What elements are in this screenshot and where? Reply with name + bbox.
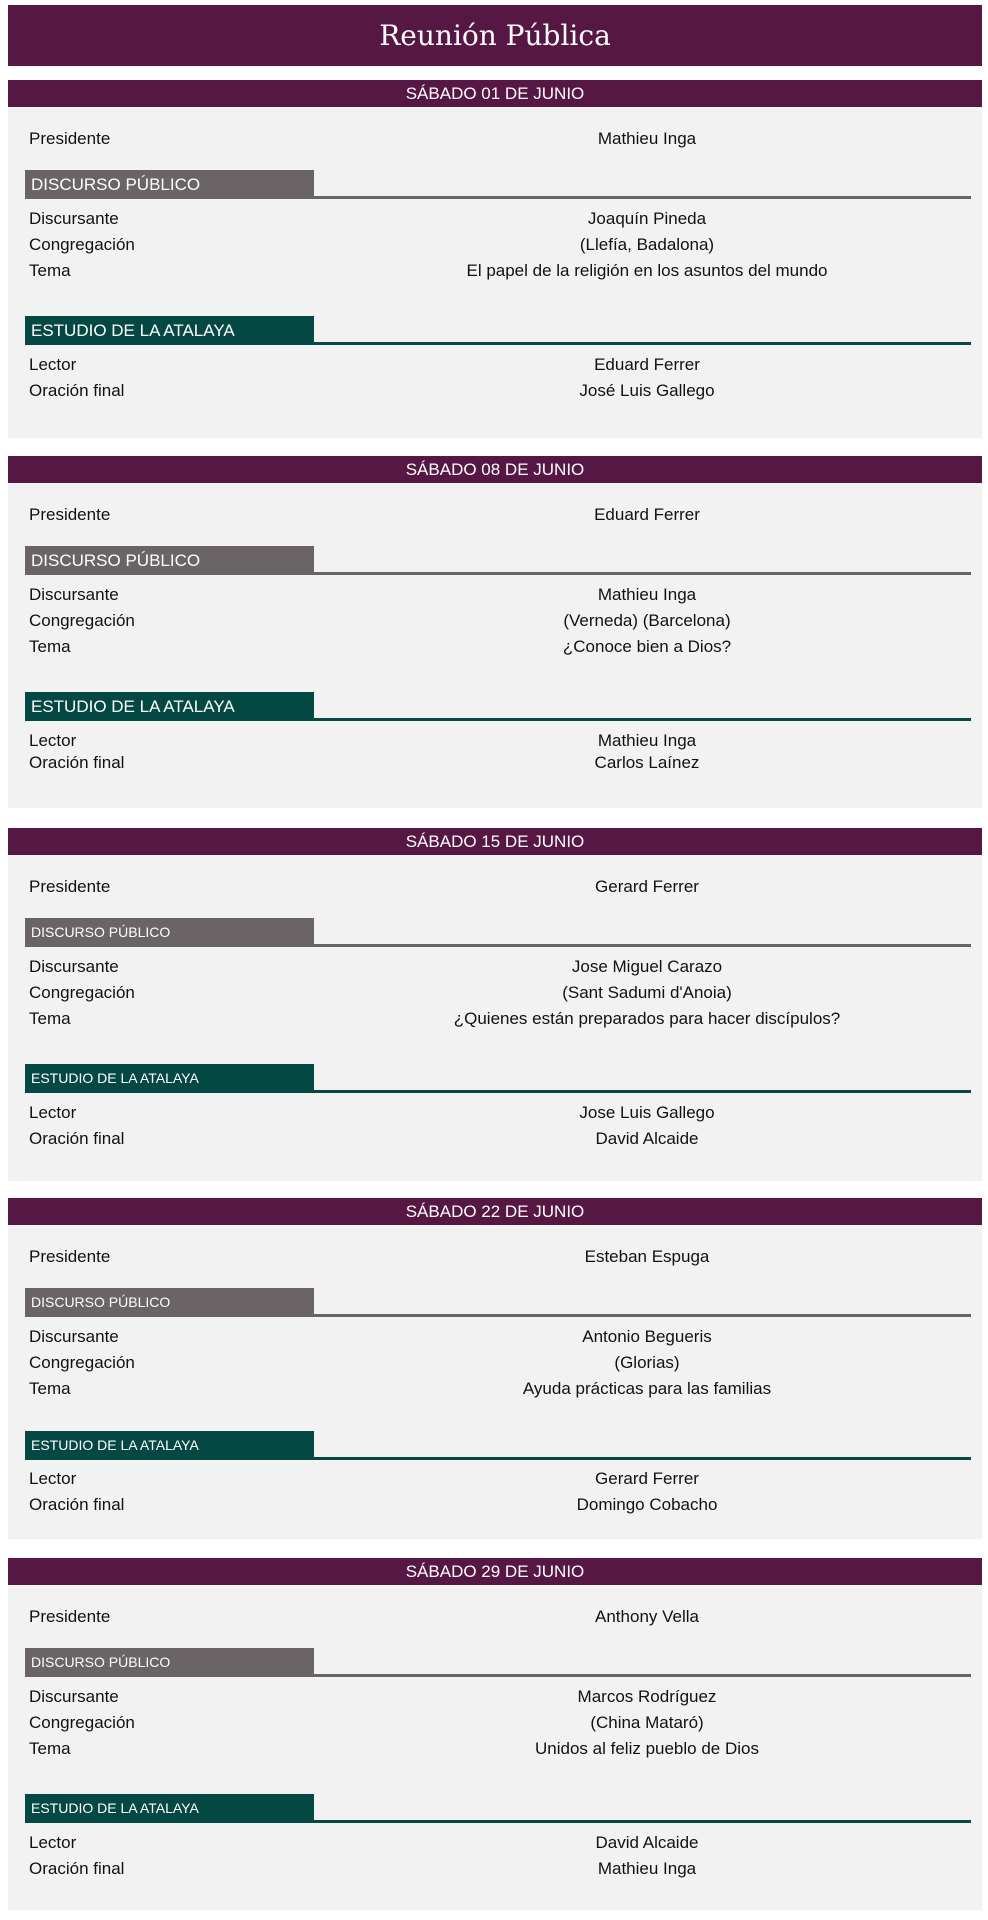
public-talk-section-title: DISCURSO PÚBLICO xyxy=(25,170,314,199)
week-card xyxy=(8,828,982,1181)
president-row xyxy=(8,126,982,152)
theme-row xyxy=(8,634,982,660)
public-talk-section-title: DISCURSO PÚBLICO xyxy=(25,918,314,947)
president-value: Eduard Ferrer xyxy=(594,505,700,524)
speaker-label: Discursante xyxy=(29,1327,119,1346)
watchtower-section-divider xyxy=(314,1457,971,1460)
closing-prayer-row xyxy=(8,750,982,776)
reader-value: Eduard Ferrer xyxy=(594,355,700,374)
closing-prayer-label: Oración final xyxy=(29,753,125,772)
reader-row xyxy=(8,352,982,378)
congregation-label: Congregación xyxy=(29,1713,135,1732)
president-row xyxy=(8,1244,982,1270)
speaker-value: Marcos Rodríguez xyxy=(577,1687,717,1706)
public-talk-section-title: DISCURSO PÚBLICO xyxy=(25,1288,314,1317)
closing-prayer-row xyxy=(8,1492,982,1518)
public-talk-section-divider xyxy=(314,944,971,947)
president-row xyxy=(8,874,982,900)
week-date-header: SÁBADO 22 DE JUNIO xyxy=(8,1198,982,1225)
speaker-label: Discursante xyxy=(29,957,119,976)
theme-label: Tema xyxy=(29,261,71,280)
reader-row xyxy=(8,1830,982,1856)
speaker-label: Discursante xyxy=(29,585,119,604)
reader-value: David Alcaide xyxy=(595,1833,699,1852)
reader-value: Gerard Ferrer xyxy=(595,1469,699,1488)
theme-label: Tema xyxy=(29,1009,71,1028)
watchtower-section-divider xyxy=(314,342,971,345)
theme-label: Tema xyxy=(29,637,71,656)
closing-prayer-value: Domingo Cobacho xyxy=(576,1495,718,1514)
speaker-value: Mathieu Inga xyxy=(597,585,697,604)
congregation-label: Congregación xyxy=(29,983,135,1002)
theme-row xyxy=(8,258,982,284)
theme-value: Ayuda prácticas para las familias xyxy=(522,1379,772,1398)
closing-prayer-row xyxy=(8,1126,982,1152)
closing-prayer-label: Oración final xyxy=(29,1129,125,1148)
congregation-row xyxy=(8,1350,982,1376)
speaker-row xyxy=(8,1324,982,1350)
reader-row xyxy=(8,1466,982,1492)
congregation-row xyxy=(8,980,982,1006)
watchtower-section xyxy=(25,1064,971,1093)
closing-prayer-label: Oración final xyxy=(29,381,125,400)
theme-row xyxy=(8,1736,982,1762)
congregation-row xyxy=(8,1710,982,1736)
theme-label: Tema xyxy=(29,1739,71,1758)
theme-row xyxy=(8,1006,982,1032)
congregation-row xyxy=(8,608,982,634)
president-row xyxy=(8,1604,982,1630)
president-value: Anthony Vella xyxy=(595,1607,699,1626)
public-talk-section-divider xyxy=(314,1314,971,1317)
week-date-header: SÁBADO 08 DE JUNIO xyxy=(8,456,982,483)
reader-label: Lector xyxy=(29,731,77,750)
week-date-header: SÁBADO 01 DE JUNIO xyxy=(8,80,982,107)
theme-label: Tema xyxy=(29,1379,71,1398)
congregation-value: (Glorias) xyxy=(614,1353,680,1372)
president-label: Presidente xyxy=(29,129,111,148)
reader-label: Lector xyxy=(29,1103,77,1122)
reader-label: Lector xyxy=(29,1469,77,1488)
congregation-label: Congregación xyxy=(29,1353,135,1372)
president-value: Mathieu Inga xyxy=(597,129,697,148)
speaker-row xyxy=(8,954,982,980)
reader-value: Jose Luis Gallego xyxy=(579,1103,715,1122)
watchtower-section-divider xyxy=(314,1820,971,1823)
president-label: Presidente xyxy=(29,1247,111,1266)
speaker-value: Joaquín Pineda xyxy=(587,209,707,228)
closing-prayer-row xyxy=(8,1856,982,1882)
page-title: Reunión Pública xyxy=(8,5,982,66)
closing-prayer-value: José Luis Gallego xyxy=(579,381,715,400)
watchtower-section-title: ESTUDIO DE LA ATALAYA xyxy=(25,1794,314,1823)
congregation-label: Congregación xyxy=(29,235,135,254)
closing-prayer-value: Mathieu Inga xyxy=(597,1859,697,1878)
watchtower-section xyxy=(25,1794,971,1823)
speaker-value: Antonio Begueris xyxy=(582,1327,712,1346)
watchtower-section xyxy=(25,1431,971,1460)
president-label: Presidente xyxy=(29,1607,111,1626)
congregation-row xyxy=(8,232,982,258)
closing-prayer-value: Carlos Laínez xyxy=(594,753,700,772)
public-talk-section-title: DISCURSO PÚBLICO xyxy=(25,546,314,575)
reader-row xyxy=(8,1100,982,1126)
speaker-value: Jose Miguel Carazo xyxy=(571,957,723,976)
watchtower-section-title: ESTUDIO DE LA ATALAYA xyxy=(25,316,314,345)
theme-row xyxy=(8,1376,982,1402)
theme-value: Unidos al feliz pueblo de Dios xyxy=(535,1739,759,1758)
closing-prayer-value: David Alcaide xyxy=(595,1129,699,1148)
public-talk-section-title: DISCURSO PÚBLICO xyxy=(25,1648,314,1677)
speaker-row xyxy=(8,1684,982,1710)
watchtower-section-divider xyxy=(314,1090,971,1093)
reader-label: Lector xyxy=(29,1833,77,1852)
speaker-row xyxy=(8,582,982,608)
week-card xyxy=(8,456,982,808)
theme-value: ¿Quienes están preparados para hacer discípulos? xyxy=(453,1009,841,1028)
public-talk-section xyxy=(25,170,971,199)
closing-prayer-row xyxy=(8,378,982,404)
congregation-value: (China Mataró) xyxy=(590,1713,704,1732)
president-value: Gerard Ferrer xyxy=(595,877,699,896)
public-talk-section xyxy=(25,1648,971,1677)
congregation-label: Congregación xyxy=(29,611,135,630)
president-label: Presidente xyxy=(29,505,111,524)
week-card xyxy=(8,1558,982,1910)
watchtower-section xyxy=(25,692,971,721)
congregation-value: (Llefía, Badalona) xyxy=(579,235,715,254)
theme-value: El papel de la religión en los asuntos del mundo xyxy=(466,261,828,280)
public-talk-section xyxy=(25,918,971,947)
speaker-label: Discursante xyxy=(29,1687,119,1706)
week-date-header: SÁBADO 29 DE JUNIO xyxy=(8,1558,982,1585)
congregation-value: (Sant Sadumi d'Anoia) xyxy=(562,983,732,1002)
public-talk-section-divider xyxy=(314,572,971,575)
president-label: Presidente xyxy=(29,877,111,896)
speaker-row xyxy=(8,206,982,232)
theme-value: ¿Conoce bien a Dios? xyxy=(562,637,732,656)
president-value: Esteban Espuga xyxy=(584,1247,710,1266)
president-row xyxy=(8,502,982,528)
public-talk-section-divider xyxy=(314,1674,971,1677)
watchtower-section-title: ESTUDIO DE LA ATALAYA xyxy=(25,1064,314,1093)
closing-prayer-label: Oración final xyxy=(29,1859,125,1878)
week-card xyxy=(8,1198,982,1539)
week-date-header: SÁBADO 15 DE JUNIO xyxy=(8,828,982,855)
speaker-label: Discursante xyxy=(29,209,119,228)
week-card xyxy=(8,80,982,438)
closing-prayer-label: Oración final xyxy=(29,1495,125,1514)
watchtower-section-divider xyxy=(314,718,971,721)
reader-label: Lector xyxy=(29,355,77,374)
watchtower-section-title: ESTUDIO DE LA ATALAYA xyxy=(25,692,314,721)
public-talk-section xyxy=(25,546,971,575)
reader-value: Mathieu Inga xyxy=(597,731,697,750)
watchtower-section-title: ESTUDIO DE LA ATALAYA xyxy=(25,1431,314,1460)
public-talk-section-divider xyxy=(314,196,971,199)
public-talk-section xyxy=(25,1288,971,1317)
watchtower-section xyxy=(25,316,971,345)
congregation-value: (Verneda) (Barcelona) xyxy=(563,611,731,630)
